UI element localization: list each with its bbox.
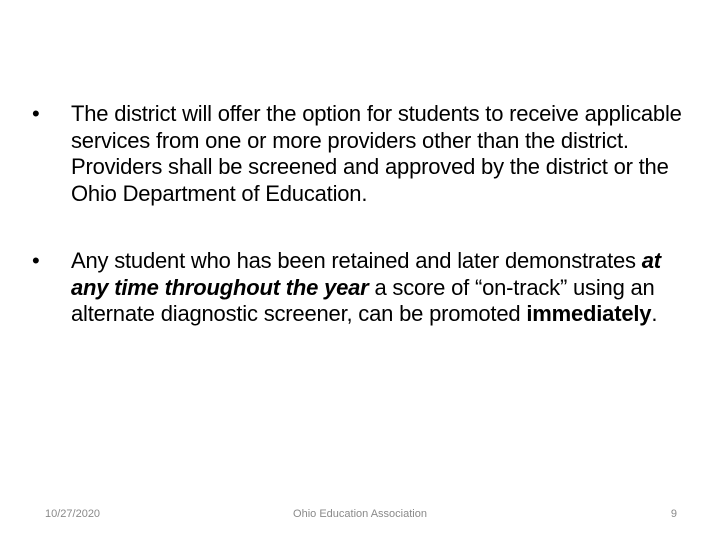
bullet-text-part-1: Any student who has been retained and later demonstrates [71, 248, 642, 273]
bullet-item-promotion [32, 248, 682, 328]
bullet-list [32, 101, 682, 328]
footer-page-number: 9 [670, 508, 677, 520]
footer-organization: Ohio Education Association [293, 508, 427, 520]
bullet-text-part-2: a score of “on-track” using an alternate diagnostic screener, can be promoted [71, 274, 655, 326]
bullet-icon: • [32, 248, 40, 273]
bullet-text-emphasis: at any time throughout the year [71, 248, 661, 300]
bullet-item-providers [32, 101, 682, 207]
bullet-text-bold: immediately [526, 301, 652, 326]
footer-date: 10/27/2020 [45, 508, 101, 520]
bullet-text-part-3: . [651, 301, 658, 326]
bullet-text: The district will offer the option for students to receive applicable services from one or more providers other than the district. Providers shall be screened and approved by the district or the Ohio Department of Education. [71, 101, 682, 206]
bullet-icon: • [32, 101, 40, 126]
